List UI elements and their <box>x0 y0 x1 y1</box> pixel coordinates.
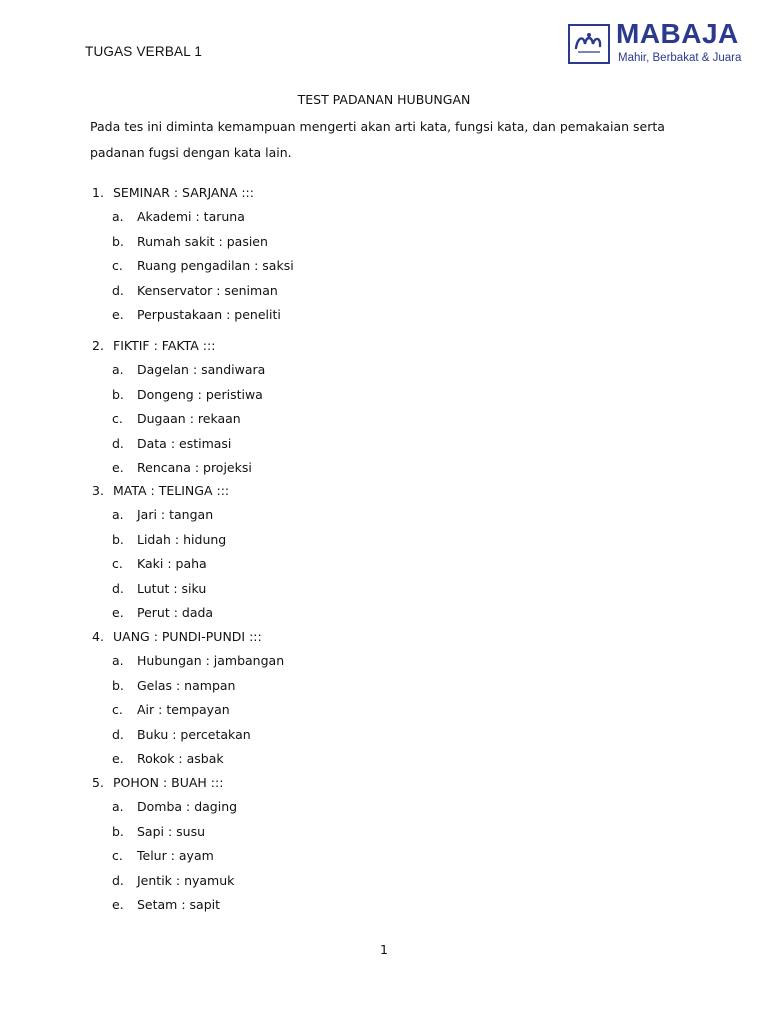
logo-tagline: Mahir, Berbakat & Juara <box>618 52 742 64</box>
question-text: UANG : PUNDI-PUNDI ::: <box>113 629 262 644</box>
option-letter: a. <box>112 653 124 668</box>
option-text: Dugaan : rekaan <box>137 411 241 426</box>
option-text: Domba : daging <box>137 799 238 814</box>
option-text: Akademi : taruna <box>137 209 245 224</box>
document-header-title: TUGAS VERBAL 1 <box>85 44 203 59</box>
question-text: SEMINAR : SARJANA ::: <box>113 185 254 200</box>
option-text: Ruang pengadilan : saksi <box>137 258 294 273</box>
option-text: Rumah sakit : pasien <box>137 233 268 249</box>
option-text: Data : estimasi <box>137 435 232 451</box>
option-letter: b. <box>112 531 124 547</box>
option-letter: a. <box>112 362 124 377</box>
option-letter: c. <box>112 411 123 426</box>
option-letter: e. <box>112 307 124 322</box>
question-number: 5. <box>92 775 104 790</box>
logo-wordmark: MABAJA <box>616 18 739 49</box>
test-title: TEST PADANAN HUBUNGAN <box>297 92 471 107</box>
option-letter: e. <box>112 897 124 912</box>
option-text: Perut : dada <box>137 605 214 620</box>
option-text: Dongeng : peristiwa <box>137 386 263 402</box>
question-number: 4. <box>92 629 104 644</box>
option-letter: a. <box>112 209 124 224</box>
option-text: Dagelan : sandiwara <box>137 362 266 377</box>
question-text: MATA : TELINGA ::: <box>113 483 230 498</box>
question-number: 1. <box>92 185 104 200</box>
option-letter: a. <box>112 799 124 814</box>
option-text: Perpustakaan : peneliti <box>137 307 281 322</box>
option-letter: d. <box>112 435 124 451</box>
option-text: Jari : tangan <box>137 507 214 522</box>
option-letter: d. <box>112 872 124 888</box>
option-text: Kaki : paha <box>137 556 207 571</box>
option-text: Jentik : nyamuk <box>137 872 235 888</box>
question-number: 3. <box>92 483 104 498</box>
option-letter: e. <box>112 751 124 766</box>
option-text: Rencana : projeksi <box>137 460 252 475</box>
option-letter: d. <box>112 726 124 742</box>
option-text: Rokok : asbak <box>137 751 224 766</box>
option-letter: c. <box>112 702 123 717</box>
option-letter: b. <box>112 823 124 839</box>
option-text: Hubungan : jambangan <box>137 653 285 668</box>
option-letter: b. <box>112 386 124 402</box>
logo-mark-glyph <box>570 26 608 62</box>
option-text: Buku : percetakan <box>137 726 251 742</box>
option-letter: c. <box>112 258 123 273</box>
intro-paragraph: Pada tes ini diminta kemampuan mengerti akan arti kata, fungsi kata, dan pemakaian serta padanan fugsi dengan kata lain. <box>90 119 665 160</box>
option-text: Sapi : susu <box>137 823 206 839</box>
page-number: 1 <box>380 942 388 957</box>
option-letter: d. <box>112 580 124 596</box>
option-letter: b. <box>112 233 124 249</box>
option-letter: c. <box>112 556 123 571</box>
question-text: FIKTIF : FAKTA ::: <box>113 338 216 353</box>
question-number: 2. <box>92 338 104 353</box>
option-letter: c. <box>112 848 123 863</box>
logo-mark-icon <box>568 24 610 64</box>
option-letter: a. <box>112 507 124 522</box>
question-text: POHON : BUAH ::: <box>113 775 224 790</box>
option-text: Gelas : nampan <box>137 677 236 693</box>
option-text: Kenservator : seniman <box>137 282 278 298</box>
option-letter: e. <box>112 605 124 620</box>
option-text: Lutut : siku <box>137 580 207 596</box>
mabaja-logo <box>568 18 758 70</box>
option-text: Lidah : hidung <box>137 531 227 547</box>
option-letter: d. <box>112 282 124 298</box>
option-letter: b. <box>112 677 124 693</box>
option-text: Air : tempayan <box>137 702 230 717</box>
option-text: Telur : ayam <box>137 848 214 863</box>
option-letter: e. <box>112 460 124 475</box>
option-text: Setam : sapit <box>137 897 221 912</box>
